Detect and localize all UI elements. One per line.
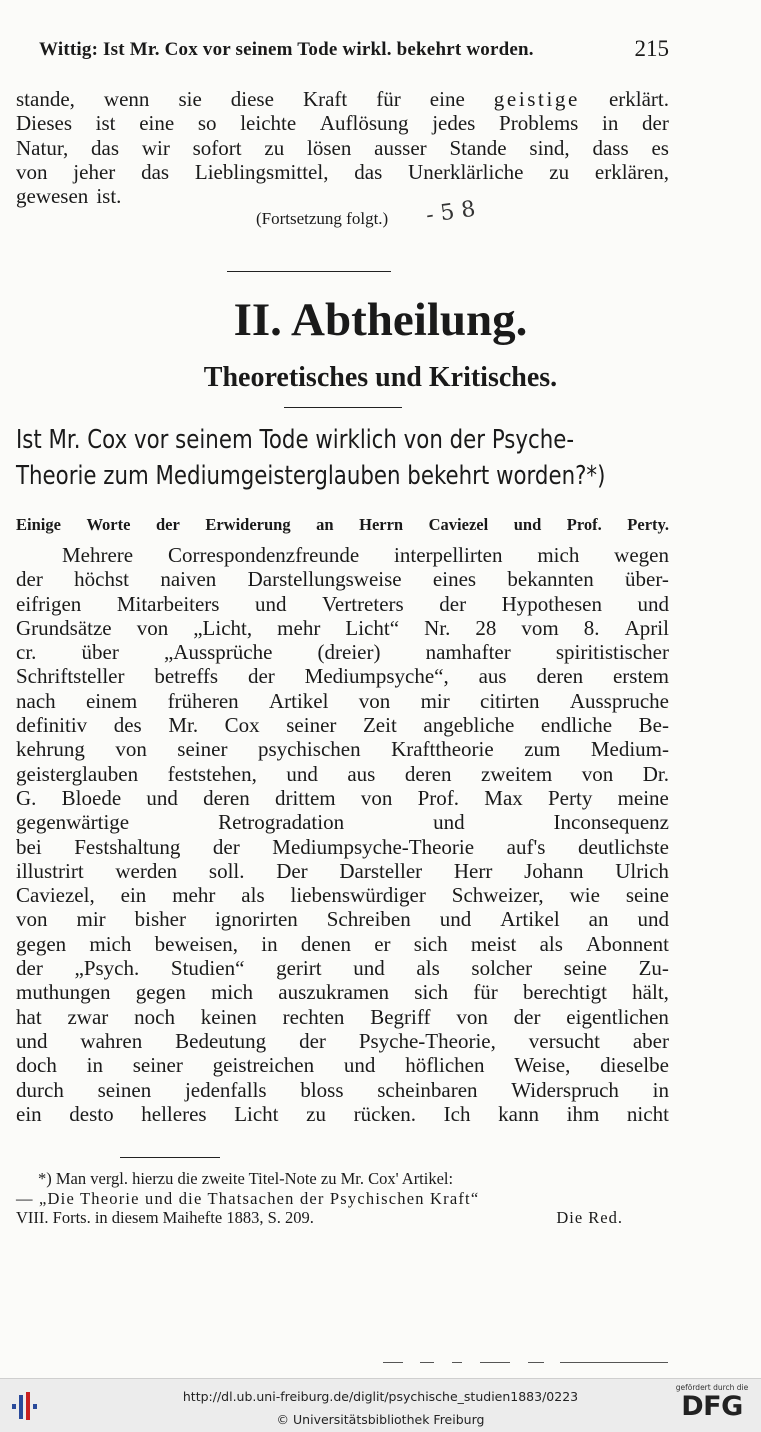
- print-mark: [480, 1362, 510, 1363]
- text-line: hat zwar noch keinen rechten Begriff von der eigentlichen: [16, 1004, 669, 1029]
- copyright-notice: © Universitätsbibliothek Freiburg: [276, 1412, 485, 1427]
- viewer-footer: [0, 1378, 761, 1432]
- print-mark: [383, 1362, 403, 1363]
- text-line: eifrigen Mitarbeiters und Vertreters der Hypothesen und: [16, 591, 669, 616]
- dfg-logo-text: DFG: [681, 1391, 743, 1422]
- text-line: und wahren Bedeutung der Psyche-Theorie, versucht aber: [16, 1028, 669, 1053]
- page-number: 215: [634, 36, 669, 61]
- footnote-rule: [120, 1157, 220, 1158]
- text-line: Schriftsteller betreffs der Mediumpsyche“, aus deren erstem: [16, 664, 669, 689]
- text-line: Natur, das wir sofort zu lösen ausser Stande sind, dass es: [16, 135, 669, 160]
- running-header: [14, 36, 671, 66]
- text-line: gewesen ist.: [16, 184, 122, 209]
- footnote-line: *) Man vergl. hierzu die zweite Titel-Note zu Mr. Cox' Artikel:: [38, 1169, 454, 1188]
- text-line: ein desto helleres Licht zu rücken. Ich kann ihm nicht: [16, 1101, 669, 1126]
- text-line: von mir bisher ignorirten Schreiben und Artikel an und: [16, 907, 669, 932]
- text-line: bei Festshaltung der Mediumpsyche-Theorie auf's deutlichste: [16, 834, 669, 859]
- text-line: Mehrere Correspondenzfreunde interpellirten mich wegen: [62, 543, 669, 567]
- text-line: gegenwärtige Retrogradation und Inconsequenz: [16, 810, 669, 835]
- article-subtitle: Einige Worte der Erwiderung an Herrn Caviezel und Prof. Perty.: [16, 515, 669, 534]
- text-line: nach einem früheren Artikel von mir citirten Ausspruche: [16, 688, 669, 713]
- article-title: [16, 422, 672, 494]
- divider-rule: [227, 271, 391, 272]
- text-line: cr. über „Aussprüche (dreier) namhafter spiritistischer: [16, 640, 669, 665]
- running-title: Wittig: Ist Mr. Cox vor seinem Tode wirkl. bekehrt worden.: [39, 39, 534, 60]
- text-line: Caviezel, ein mehr als liebenswürdiger Schweizer, wie seine: [16, 883, 669, 908]
- footnote-line: VIII. Forts. in diesem Maihefte 1883, S. 209. Die Red.: [16, 1208, 623, 1227]
- text-line: Grundsätze von „Licht, mehr Licht“ Nr. 28 vom 8. April: [16, 615, 669, 640]
- text-line: doch in seiner geistreichen und höflichen Weise, dieselbe: [16, 1053, 669, 1078]
- article-title-line: Ist Mr. Cox vor seinem Tode wirklich von der Psyche-: [16, 425, 575, 455]
- section-subheading: Theoretisches und Kritisches.: [203, 362, 558, 393]
- text-line: kehrung von seiner psychischen Krafttheorie zum Medium-: [16, 737, 669, 762]
- text-line: von jeher das Lieblingsmittel, das Unerklärliche zu erklären,: [16, 159, 669, 184]
- source-url[interactable]: http://dl.ub.uni-freiburg.de/diglit/psychische_studien1883/0223: [182, 1389, 579, 1404]
- text-line: G. Bloede und deren drittem von Prof. Max Perty meine: [16, 785, 669, 810]
- text-line: gegen mich beweisen, in denen er sich meist als Abonnent: [16, 931, 669, 956]
- footnote-line: — „Die Theorie und die Thatsachen der Psychischen Kraft“: [16, 1188, 480, 1208]
- footnote: [16, 1169, 669, 1228]
- text-line: muthungen gegen mich auszukramen sich für berechtigt hält,: [16, 980, 669, 1005]
- text-line: Dieses ist eine so leichte Auflösung jedes Problems in der: [16, 111, 669, 136]
- pencil-annotation: - 5 8: [424, 196, 477, 229]
- continuation-note: (Fortsetzung folgt.): [256, 209, 389, 228]
- article-body: [16, 543, 669, 1126]
- text-line: der „Psych. Studien“ gerirt und als solcher seine Zu-: [16, 956, 669, 981]
- top-paragraph: [16, 87, 669, 208]
- print-mark: [420, 1362, 434, 1363]
- text-line: geisterglauben feststehen, und aus deren zweitem von Dr.: [16, 761, 669, 786]
- text-line: illustrirt werden soll. Der Darsteller Herr Johann Ulrich: [16, 858, 669, 883]
- dfg-logo: [671, 1383, 753, 1429]
- text-line: der höchst naiven Darstellungsweise eines bekannten über-: [16, 567, 669, 592]
- print-mark: [528, 1362, 544, 1363]
- dfg-caption: gefördert durch die: [675, 1383, 749, 1392]
- article-title-line: Theorie zum Mediumgeisterglauben bekehrt worden?*): [16, 461, 606, 491]
- text-line: definitiv des Mr. Cox seiner Zeit angebliche endliche Be-: [16, 713, 669, 738]
- print-mark: [452, 1362, 462, 1363]
- text-line: stande, wenn sie diese Kraft für eine geistige erklärt.: [16, 87, 669, 111]
- divider-rule: [284, 407, 402, 408]
- print-mark: [560, 1362, 668, 1363]
- text-line: durch seinen jedenfalls bloss scheinbaren Widerspruch in: [16, 1077, 669, 1102]
- section-heading: II. Abtheilung.: [233, 294, 528, 346]
